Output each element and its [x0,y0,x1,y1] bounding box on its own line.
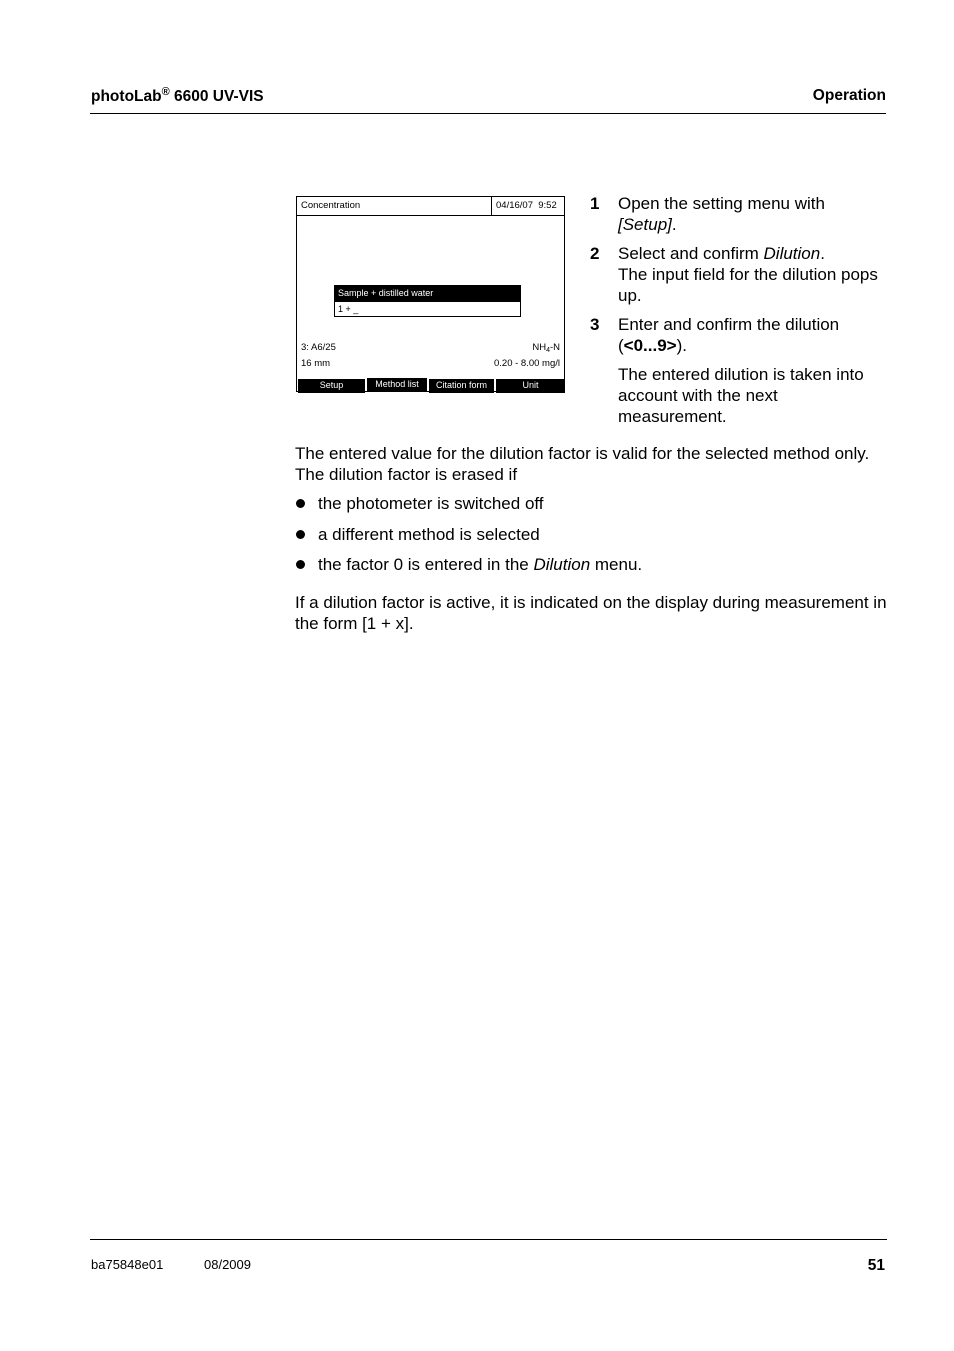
display-datetime: 04/16/07 9:52 [491,197,564,215]
list-item [295,524,887,545]
device-display [296,196,565,392]
bullet-icon [296,499,305,508]
softkey-bar [297,378,564,393]
softkey-unit[interactable]: Unit [496,379,565,393]
list-item-text: the photometer is switched off [318,494,544,513]
param-main: NH [532,342,547,353]
step-text: Select and confirm [618,244,764,263]
header-rule [90,113,886,114]
product-brand: photoLab [91,88,162,105]
list-item-text: a different method is selected [318,524,540,544]
step-key-range: <0...9> [623,336,677,355]
step-number: 3 [590,315,600,334]
softkey-citation-form[interactable]: Citation form [429,379,494,393]
step-3 [590,314,886,356]
list-item-text: menu. [590,555,643,574]
footer-rule [90,1239,887,1240]
page-number: 51 [867,1257,885,1274]
step-text: . [820,244,825,263]
display-parameter [532,342,560,354]
step-text: The input field for the dilution pops up. [618,265,878,305]
step-1 [590,193,886,235]
list-item-text: the factor 0 is entered in the [318,555,534,574]
step-emphasis: Dilution [763,244,821,263]
paragraph-dilution-indicator: If a dilution factor is active, it is indicated on the display during measurement in the form [1 + x]. [295,593,887,633]
step-number: 2 [590,244,600,263]
dilution-input[interactable]: 1 + _ [338,304,359,314]
product-model: 6600 UV-VIS [169,88,264,105]
display-title-divider [297,215,564,216]
display-title: Concentration [301,200,361,211]
dilution-popup [334,285,521,317]
list-item-emphasis: Dilution [533,555,591,574]
bullet-icon [296,560,305,569]
bullet-icon [296,530,305,539]
step-text: . [671,215,677,234]
document-date: 08/2009 [204,1257,251,1272]
registered-mark: ® [161,86,170,98]
display-method: 3: A6/25 [301,342,336,353]
product-name [91,86,264,106]
list-item [295,493,887,514]
param-tail: -N [549,342,560,353]
step-emphasis: [Setup] [618,215,672,234]
param-subscript: 4 [546,347,550,354]
popup-title: Sample + distilled water [335,286,520,302]
paragraph-dilution-validity: The entered value for the dilution factor is valid for the selected method only. The dilution factor is erased if [295,444,870,484]
softkey-method-list[interactable]: Method list [367,378,427,392]
step-text: ). [676,336,687,355]
list-item [295,554,887,575]
step-text: Enter and confirm the dilution ( [618,315,840,355]
step-text: Open the setting menu with [618,194,825,213]
document-id: ba75848e01 [91,1257,164,1272]
erase-conditions-list [295,493,887,585]
step-number: 1 [590,194,600,213]
section-title: Operation [812,87,886,104]
instruction-steps [590,193,886,427]
softkey-setup[interactable]: Setup [298,379,365,393]
step-note: The entered dilution is taken into account with the next measurement. [618,365,864,426]
step-2 [590,243,886,306]
display-cuvette: 16 mm [301,358,331,369]
display-range: 0.20 - 8.00 mg/l [493,358,560,369]
